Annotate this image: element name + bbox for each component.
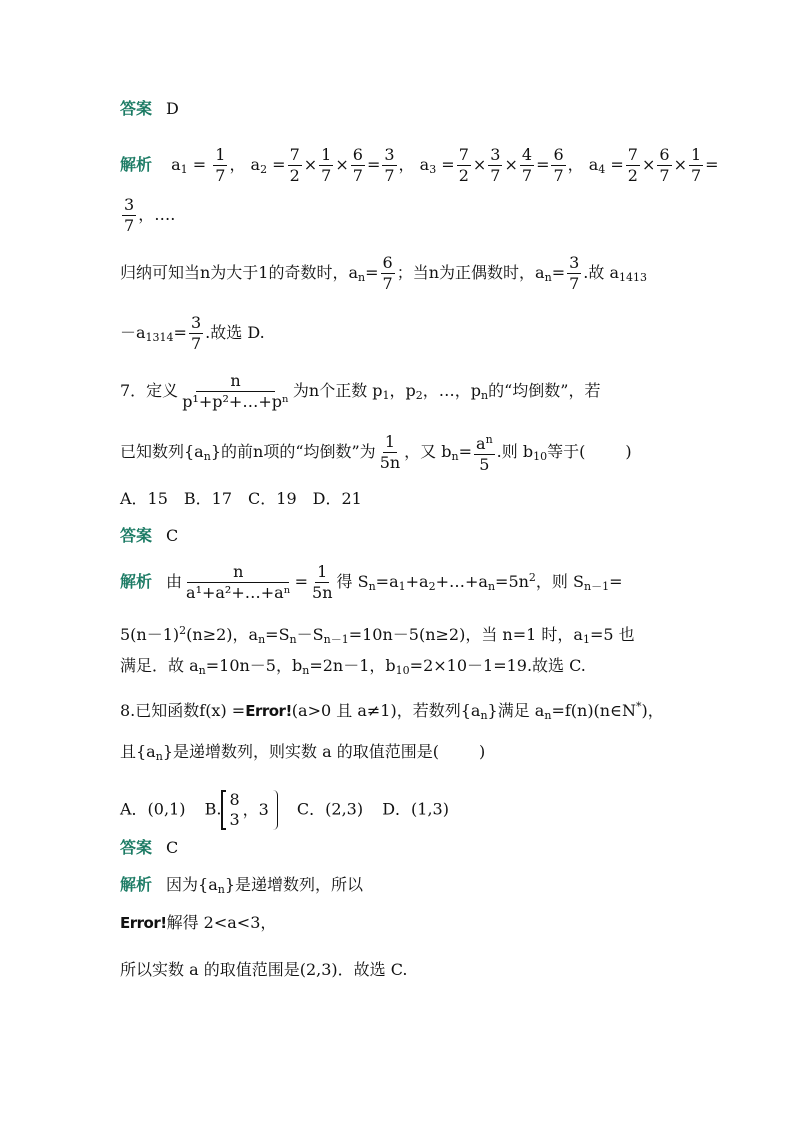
answer-label: 答案 [120, 99, 153, 118]
fraction: $\frac{3}{7}$ [490, 145, 501, 185]
q8-stem-line-2: 且$\{a_n\}$是递增数列，则实数 a 的取值范围是( ) [120, 742, 486, 763]
q7-analysis-line-1: 解析 由 $\frac{n}{\text{a¹+a²+…+aⁿ}}$ = $\frac{1}{5n}$ 得 $S_n=a_1+a_2+\dots+a_n=5n^2$，则 $S_{n-1}=$ [120, 562, 623, 602]
fraction: $\frac{a^n}{5}$ [474, 430, 495, 475]
answer-label: 答案 [120, 526, 153, 545]
q8-stem-line-1: 8.已知函数f(x) =Error!(a>0 且 a≠1)，若数列$\{a_n\}$满足 $a_n=f(n)(n\in N^*)$， [120, 700, 664, 722]
q6-analysis-line-2: $\frac{3}{7}$ ，…. [124, 195, 176, 235]
q7-analysis-line-3: 满足．故 $a_n=10n-5$，$b_n=2n-1$，$b_{10}=2\times 10-1=19$.故选 C. [120, 656, 586, 677]
error-field: Error! [120, 914, 167, 932]
answer-label: 答案 [120, 838, 153, 857]
q8-analysis-line-1: 解析 因为$\{a_n\}$是递增数列，所以 [120, 875, 364, 896]
analysis-label: 解析 [120, 572, 153, 591]
fraction: $\frac{3}{7}$ [124, 195, 135, 235]
q7-answer-line [120, 526, 676, 546]
fraction: $\frac{1}{7}$ [215, 145, 226, 185]
fraction: $\frac{1}{7}$ [321, 145, 332, 185]
q8-options: A．(0,1) B. 8 3 ，3 C．(2,3) D．(1,3) [120, 790, 449, 829]
q8-answer: C [166, 838, 179, 857]
fraction: $\frac{6}{7}$ [553, 145, 564, 185]
fraction: $\frac{4}{7}$ [521, 145, 533, 185]
q8-analysis-line-2: Error!解得 2<a<3， [120, 913, 277, 932]
fraction: $\frac{1}{5n}$ [379, 432, 401, 472]
fraction: $\frac{6}{7}$ [352, 145, 363, 185]
q8-analysis-line-3: 所以实数 a 的取值范围是(2,3)．故选 C. [120, 960, 408, 979]
q7-answer: C [166, 526, 179, 545]
fraction: $\frac{3}{7}$ [569, 253, 580, 293]
q7-analysis-line-2: $5(n-1)^2(n\ge 2)$，$a_n=S_n-S_{n-1}=10n-5(n\ge 2)$，当 n=1 时，$a_1=5$ 也 [120, 624, 635, 646]
q8-answer-line [120, 838, 676, 858]
fraction: $\frac{6}{7}$ [382, 253, 393, 293]
interval-bracket: 8 3 ，3 [221, 790, 277, 830]
fraction: $\frac{7}{2}$ [289, 145, 300, 185]
fraction: $\frac{1}{7}$ [690, 145, 702, 185]
q6-analysis-line-3: 归纳可知当n为大于1的奇数时，$a_n=$ $\frac{6}{7}$ ；当n为正偶数时，$a_n=$ $\frac{3}{7}$ .故 $a_{1413}$ [120, 253, 647, 293]
fraction: $\frac{1}{5n}$ [312, 562, 333, 602]
fraction: $\frac{3}{7}$ [190, 313, 202, 353]
q6-analysis-line-1: 解析 $a_1$ = $\frac{1}{7}$ ， $a_2$ = $\frac{7}{2}$ × $\frac{1}{7}$ × $\frac{6}{7}$ = $\frac{3}{7}$ ， $a_3$ = $\frac{7}{2}$ × $\frac{3}{7}$ × $\frac{4}{7}$ = $\frac{6}{7}$ ， $a_4$ = $\frac{7}{2}$ × $\frac{6}{7}$ × $\frac{1}{7}$ = [120, 145, 719, 185]
q6-answer: D [166, 99, 179, 118]
fraction: $\frac{n}{\text{p¹+p²+…+pⁿ}}$ [182, 371, 289, 411]
q7-stem-line-1: 7．定义 $\frac{n}{\text{p¹+p²+…+pⁿ}}$ 为n个正数 $p_1$，$p_2$，…，$p_n$的“均倒数”，若 [120, 371, 601, 411]
q7-options: A．15 B．17 C．19 D．21 [120, 489, 362, 508]
q6-analysis-line-4: $-a_{1314}=$ $\frac{3}{7}$ .故选 D. [120, 313, 265, 353]
error-field: Error! [245, 702, 292, 720]
analysis-label: 解析 [120, 875, 153, 894]
analysis-label: 解析 [120, 155, 153, 174]
fraction: $\frac{7}{2}$ [627, 145, 638, 185]
fraction: $\frac{n}{\text{a¹+a²+…+aⁿ}}$ [186, 562, 291, 602]
fraction: $\frac{3}{7}$ [384, 145, 395, 185]
q7-stem-line-2: 已知数列$\{a_n\}$的前n项的“均倒数”为 $\frac{1}{5n}$ ，又 $b_n=$ $\frac{a^n}{5}$ .则 $b_{10}$等于( ) [120, 432, 632, 474]
q6-answer-line [120, 99, 676, 119]
fraction: $\frac{7}{2}$ [458, 145, 469, 185]
fraction: $\frac{6}{7}$ [659, 145, 670, 185]
